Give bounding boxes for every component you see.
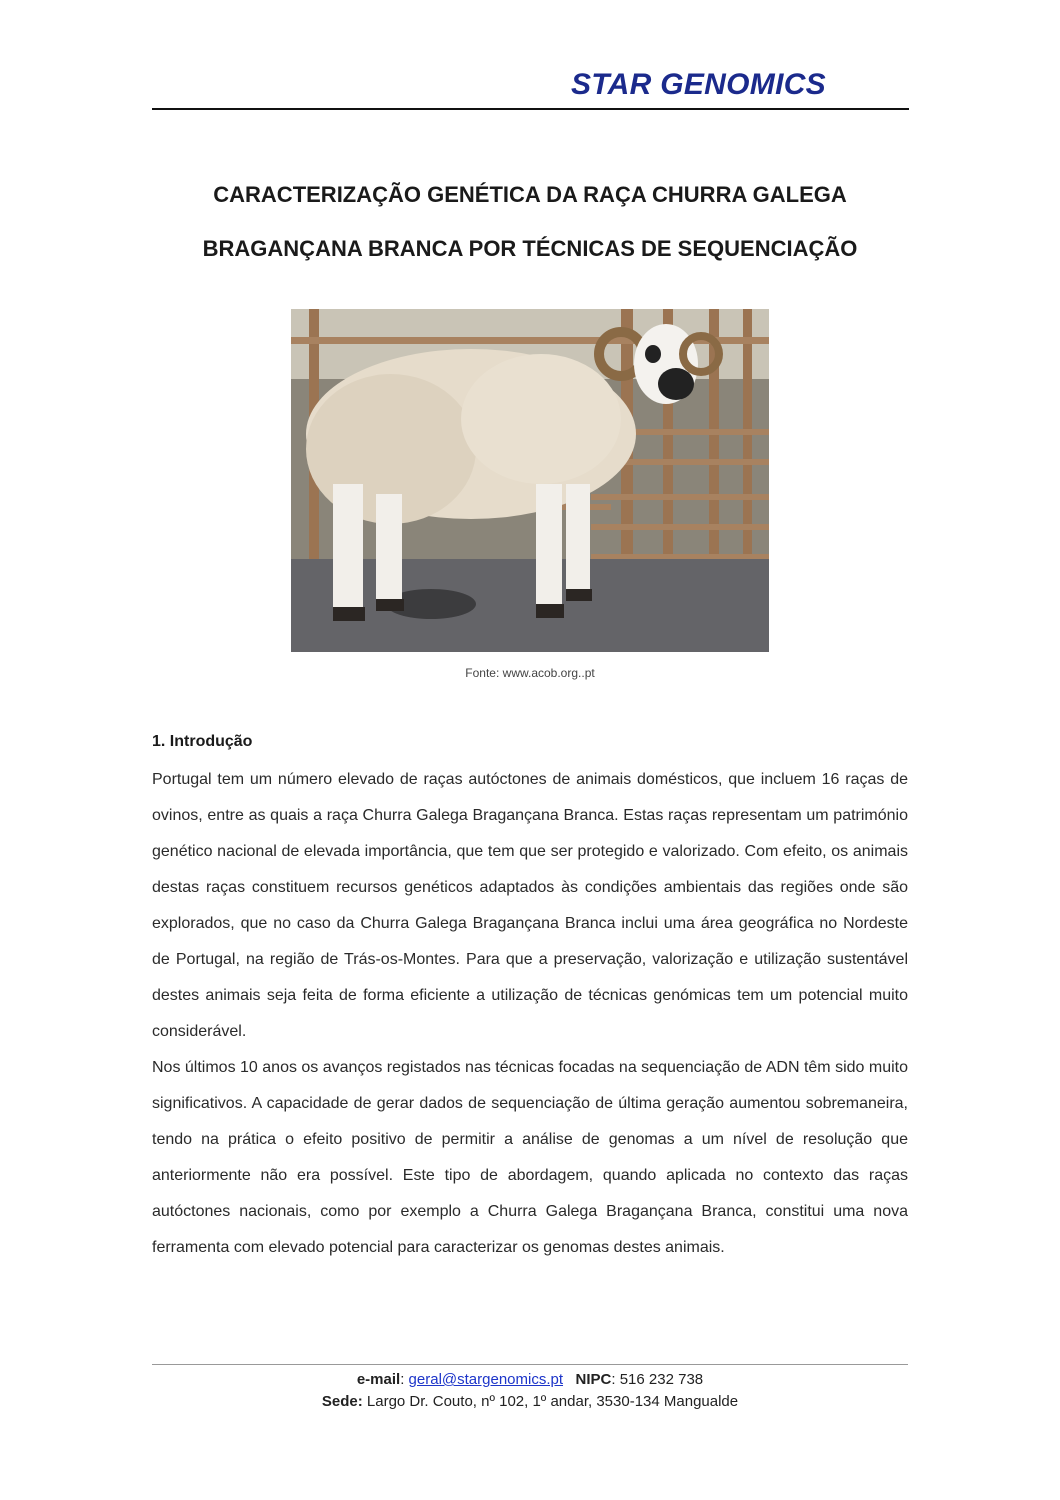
nipc-label: NIPC: [575, 1371, 612, 1388]
section-heading: 1. Introdução: [152, 733, 253, 750]
footer: [152, 1369, 908, 1413]
sede-value: Largo Dr. Couto, nº 102, 1º andar, 3530-134 Mangualde: [366, 1393, 739, 1410]
brand-title: STAR GENOMICS: [570, 68, 826, 101]
email-label: e-mail: [356, 1371, 401, 1388]
paragraph-2: Nos últimos 10 anos os avanços registados nas técnicas focadas na sequenciação de ADN têm sido muito significativos. A capacidade de gerar dados de sequenciação de última geração aumentou sobremaneira, tendo na prática o efeito positivo de permitir a análise de genomas a um nível de resolução que anteriormente não era possível. Este tipo de abordagem, quando aplicada no contexto das raças autóctones nacionais, como por exemplo a Churra Galega Bragançana Branca, constitui uma nova ferramenta com elevado potencial para caracterizar os genomas destes animais.: [152, 1059, 908, 1256]
sheep-photo: [291, 309, 769, 652]
section-body: [152, 762, 908, 1266]
footer-address-line: [152, 1391, 908, 1413]
document-title-line-2: BRAGANÇANA BRANCA POR TÉCNICAS DE SEQUENCIAÇÃO: [202, 236, 858, 261]
email-link[interactable]: geral@stargenomics.pt: [408, 1371, 564, 1388]
footer-divider: [152, 1364, 908, 1365]
photo-caption: Fonte: www.acob.org..pt: [465, 666, 595, 680]
paragraph-1: Portugal tem um número elevado de raças autóctones de animais domésticos, que incluem 16 raças de ovinos, entre as quais a raça Churra Galega Bragançana Branca. Estas raças representam um património genético nacional de elevada importância, que tem que ser protegido e valorizado. Com efeito, os animais destas raças constituem recursos genéticos adaptados às condições ambientais das regiões onde são explorados, que no caso da Churra Galega Bragançana Branca inclui uma área geográfica no Nordeste de Portugal, na região de Trás-os-Montes. Para que a preservação, valorização e utilização sustentável destes animais seja feita de forma eficiente a utilização de técnicas genómicas tem um potencial muito considerável.: [152, 771, 908, 1040]
header-divider: [152, 108, 909, 110]
nipc-value: 516 232 738: [619, 1371, 704, 1388]
document-title: [120, 168, 940, 276]
document-title-line-1: CARACTERIZAÇÃO GENÉTICA DA RAÇA CHURRA GALEGA: [213, 182, 847, 207]
footer-contact-line: e-mail: geral@stargenomics.pt NIPC: 516 232 738: [356, 1371, 704, 1388]
sede-label: Sede:: [321, 1393, 363, 1410]
